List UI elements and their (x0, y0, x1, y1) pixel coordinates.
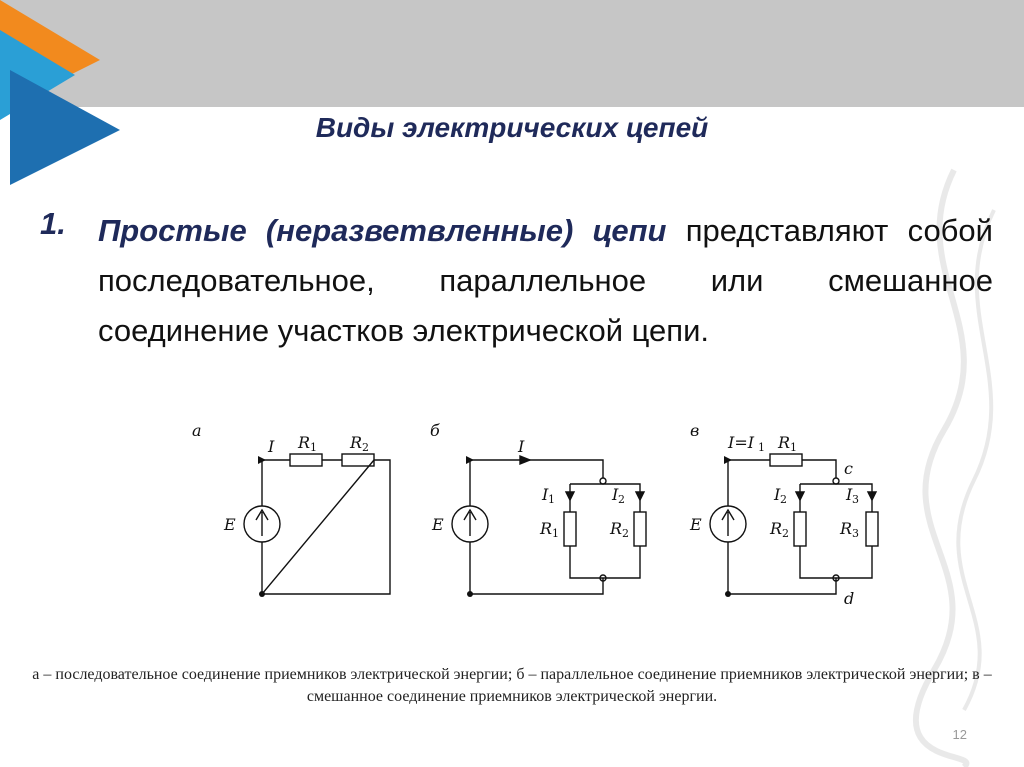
logo-triangles-icon (0, 0, 130, 185)
label-r-b1: R (540, 519, 553, 538)
slide-title: Виды электрических цепей (315, 112, 709, 143)
sub-i-c3: 3 (852, 493, 859, 506)
panel-label-b: б (430, 421, 440, 440)
node-c: c (844, 459, 853, 478)
label-r-b2: R (610, 519, 623, 538)
label-r-c3: R (840, 519, 853, 538)
definition-lead: Простые (неразветвленные) цепи (98, 213, 667, 248)
definition-paragraph (98, 206, 993, 356)
sub-i-b1: 1 (548, 493, 555, 506)
list-number: 1. (40, 206, 66, 241)
node-d: d (844, 589, 855, 608)
label-i-b2: I (612, 485, 619, 504)
label-i-a: I (268, 437, 275, 456)
sub-r-c2: 2 (782, 527, 789, 540)
panel-label-a: а (192, 421, 202, 440)
label-i-c3: I (846, 485, 853, 504)
panel-label-c: в (690, 421, 700, 440)
sub-r-b2: 2 (622, 527, 629, 540)
figure-caption: а – последовательное соединение приемников электрической энергии; б – параллельное соединение приемников электрической энергии; в – смешанное соединение приемников электрической энергии. (32, 666, 992, 705)
header-band (0, 0, 1024, 107)
sub-r-b1: 1 (552, 527, 559, 540)
label-i-b: I (518, 437, 525, 456)
sub-i-eq-c: 1 (758, 441, 765, 454)
label-e-a: E (224, 515, 236, 534)
label-e-c: E (690, 515, 702, 534)
label-e-b: E (432, 515, 444, 534)
label-r-a2: R (350, 433, 363, 452)
label-r-c1: R (778, 433, 791, 452)
label-i-c2: I (774, 485, 781, 504)
label-i-eq-c: I=I (728, 433, 755, 452)
sub-r-c1: 1 (790, 441, 797, 454)
sub-i-b2: 2 (618, 493, 625, 506)
circuit-diagrams (180, 412, 900, 622)
sub-i-c2: 2 (780, 493, 787, 506)
sub-r-a2: 2 (362, 441, 369, 454)
label-i-b1: I (542, 485, 549, 504)
label-r-c2: R (770, 519, 783, 538)
sub-r-a1: 1 (310, 441, 317, 454)
definition-body: представляют собой последовательное, параллельное или смешанное соединение участков электрической цепи. (98, 213, 993, 348)
sub-r-c3: 3 (852, 527, 859, 540)
page-number: 12 (952, 727, 967, 742)
label-r-a1: R (298, 433, 311, 452)
